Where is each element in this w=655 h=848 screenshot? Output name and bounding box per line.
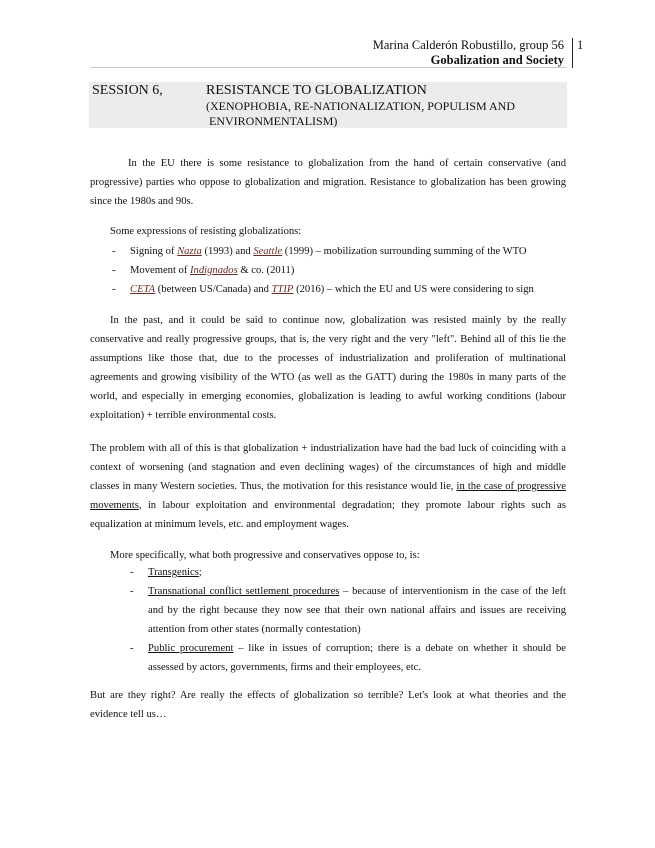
nazta-link[interactable]: Nazta	[177, 246, 202, 257]
list-item: - Transgenics;	[90, 563, 566, 582]
list-item: - Transnational conflict settlement procedures – because of interventionism in the case of the left and by the right because they now see that their own national affairs and issues are receiving attention from other states (normally contestation)	[90, 582, 566, 639]
expressions-lead: Some expressions of resisting globalizations:	[110, 226, 302, 237]
list-item: - Public procurement – like in issues of corruption; there is a debate on whether it should be assessed by actors, governments, firms and their employees, etc.	[90, 639, 566, 677]
list-item: - CETA (between US/Canada) and TTIP (2016) – which the EU and US were considering to sign	[90, 280, 566, 299]
header-course: Gobalization and Society	[430, 53, 564, 67]
page-number: 1	[577, 38, 584, 52]
closing-paragraph: But are they right? Are really the effects of globalization so terrible? Let's look at what theories and the evidence tell us…	[90, 690, 566, 720]
header-divider	[90, 67, 566, 68]
ttip-link[interactable]: TTIP	[271, 284, 294, 295]
past-resistance-paragraph: In the past, and it could be said to continue now, globalization was resisted mainly by the really conservative and really progressive groups, that is, the very right and the very "left". Behind all of this lie the assumptions like those that, due to the processes of industrialization and proliferation of multinational agreements and growing visibility of the WTO (as well as the GATT) during the 1980s in many parts of the world, and especially in emerging economies, globalization is leading to awful working conditions (labour exploitation) + terrible environmental costs.	[90, 315, 566, 421]
session-subtitle-line1: (XENOPHOBIA, RE-NATIONALIZATION, POPULISM AND	[206, 99, 515, 113]
oppose-lead: More specifically, what both progressive and conservatives oppose to, is:	[110, 550, 420, 561]
seattle-link[interactable]: Seattle	[253, 246, 283, 257]
session-subtitle-line2: ENVIRONMENTALISM)	[209, 114, 338, 128]
header-author: Marina Calderón Robustillo, group 56	[372, 38, 564, 52]
running-header	[373, 38, 573, 68]
oppose-list	[90, 563, 566, 677]
session-title: RESISTANCE TO GLOBALIZATION	[206, 83, 427, 98]
indignados-link[interactable]: Indignados	[190, 265, 238, 276]
ceta-link[interactable]: CETA	[130, 284, 156, 295]
list-item: - Movement of Indignados & co. (2011)	[90, 261, 566, 280]
session-label: SESSION 6,	[92, 83, 163, 98]
problem-paragraph: The problem with all of this is that globalization + industrialization have had the bad luck of coinciding with a context of worsening (and stagnation and even declining wages) of the circumstances of high and middle classes in many Western societies. Thus, the motivation for this resistance would lie, in the case of progressive movements, in labour exploitation and environmental degradation; they promote labour rights such as equalization at minimum levels, etc. and employment wages.	[90, 443, 566, 530]
list-item: - Signing of Nazta (1993) and Seattle (1999) – mobilization surrounding summing of the WTO	[90, 242, 566, 261]
expressions-list	[90, 242, 566, 299]
intro-paragraph: In the EU there is some resistance to globalization from the hand of certain conservative (and progressive) parties who oppose to globalization and migration. Resistance to globalization has been growing since the 1980s and 90s.	[90, 158, 566, 207]
progressive-movements-emphasis: in the case of progressive movements	[90, 481, 566, 511]
